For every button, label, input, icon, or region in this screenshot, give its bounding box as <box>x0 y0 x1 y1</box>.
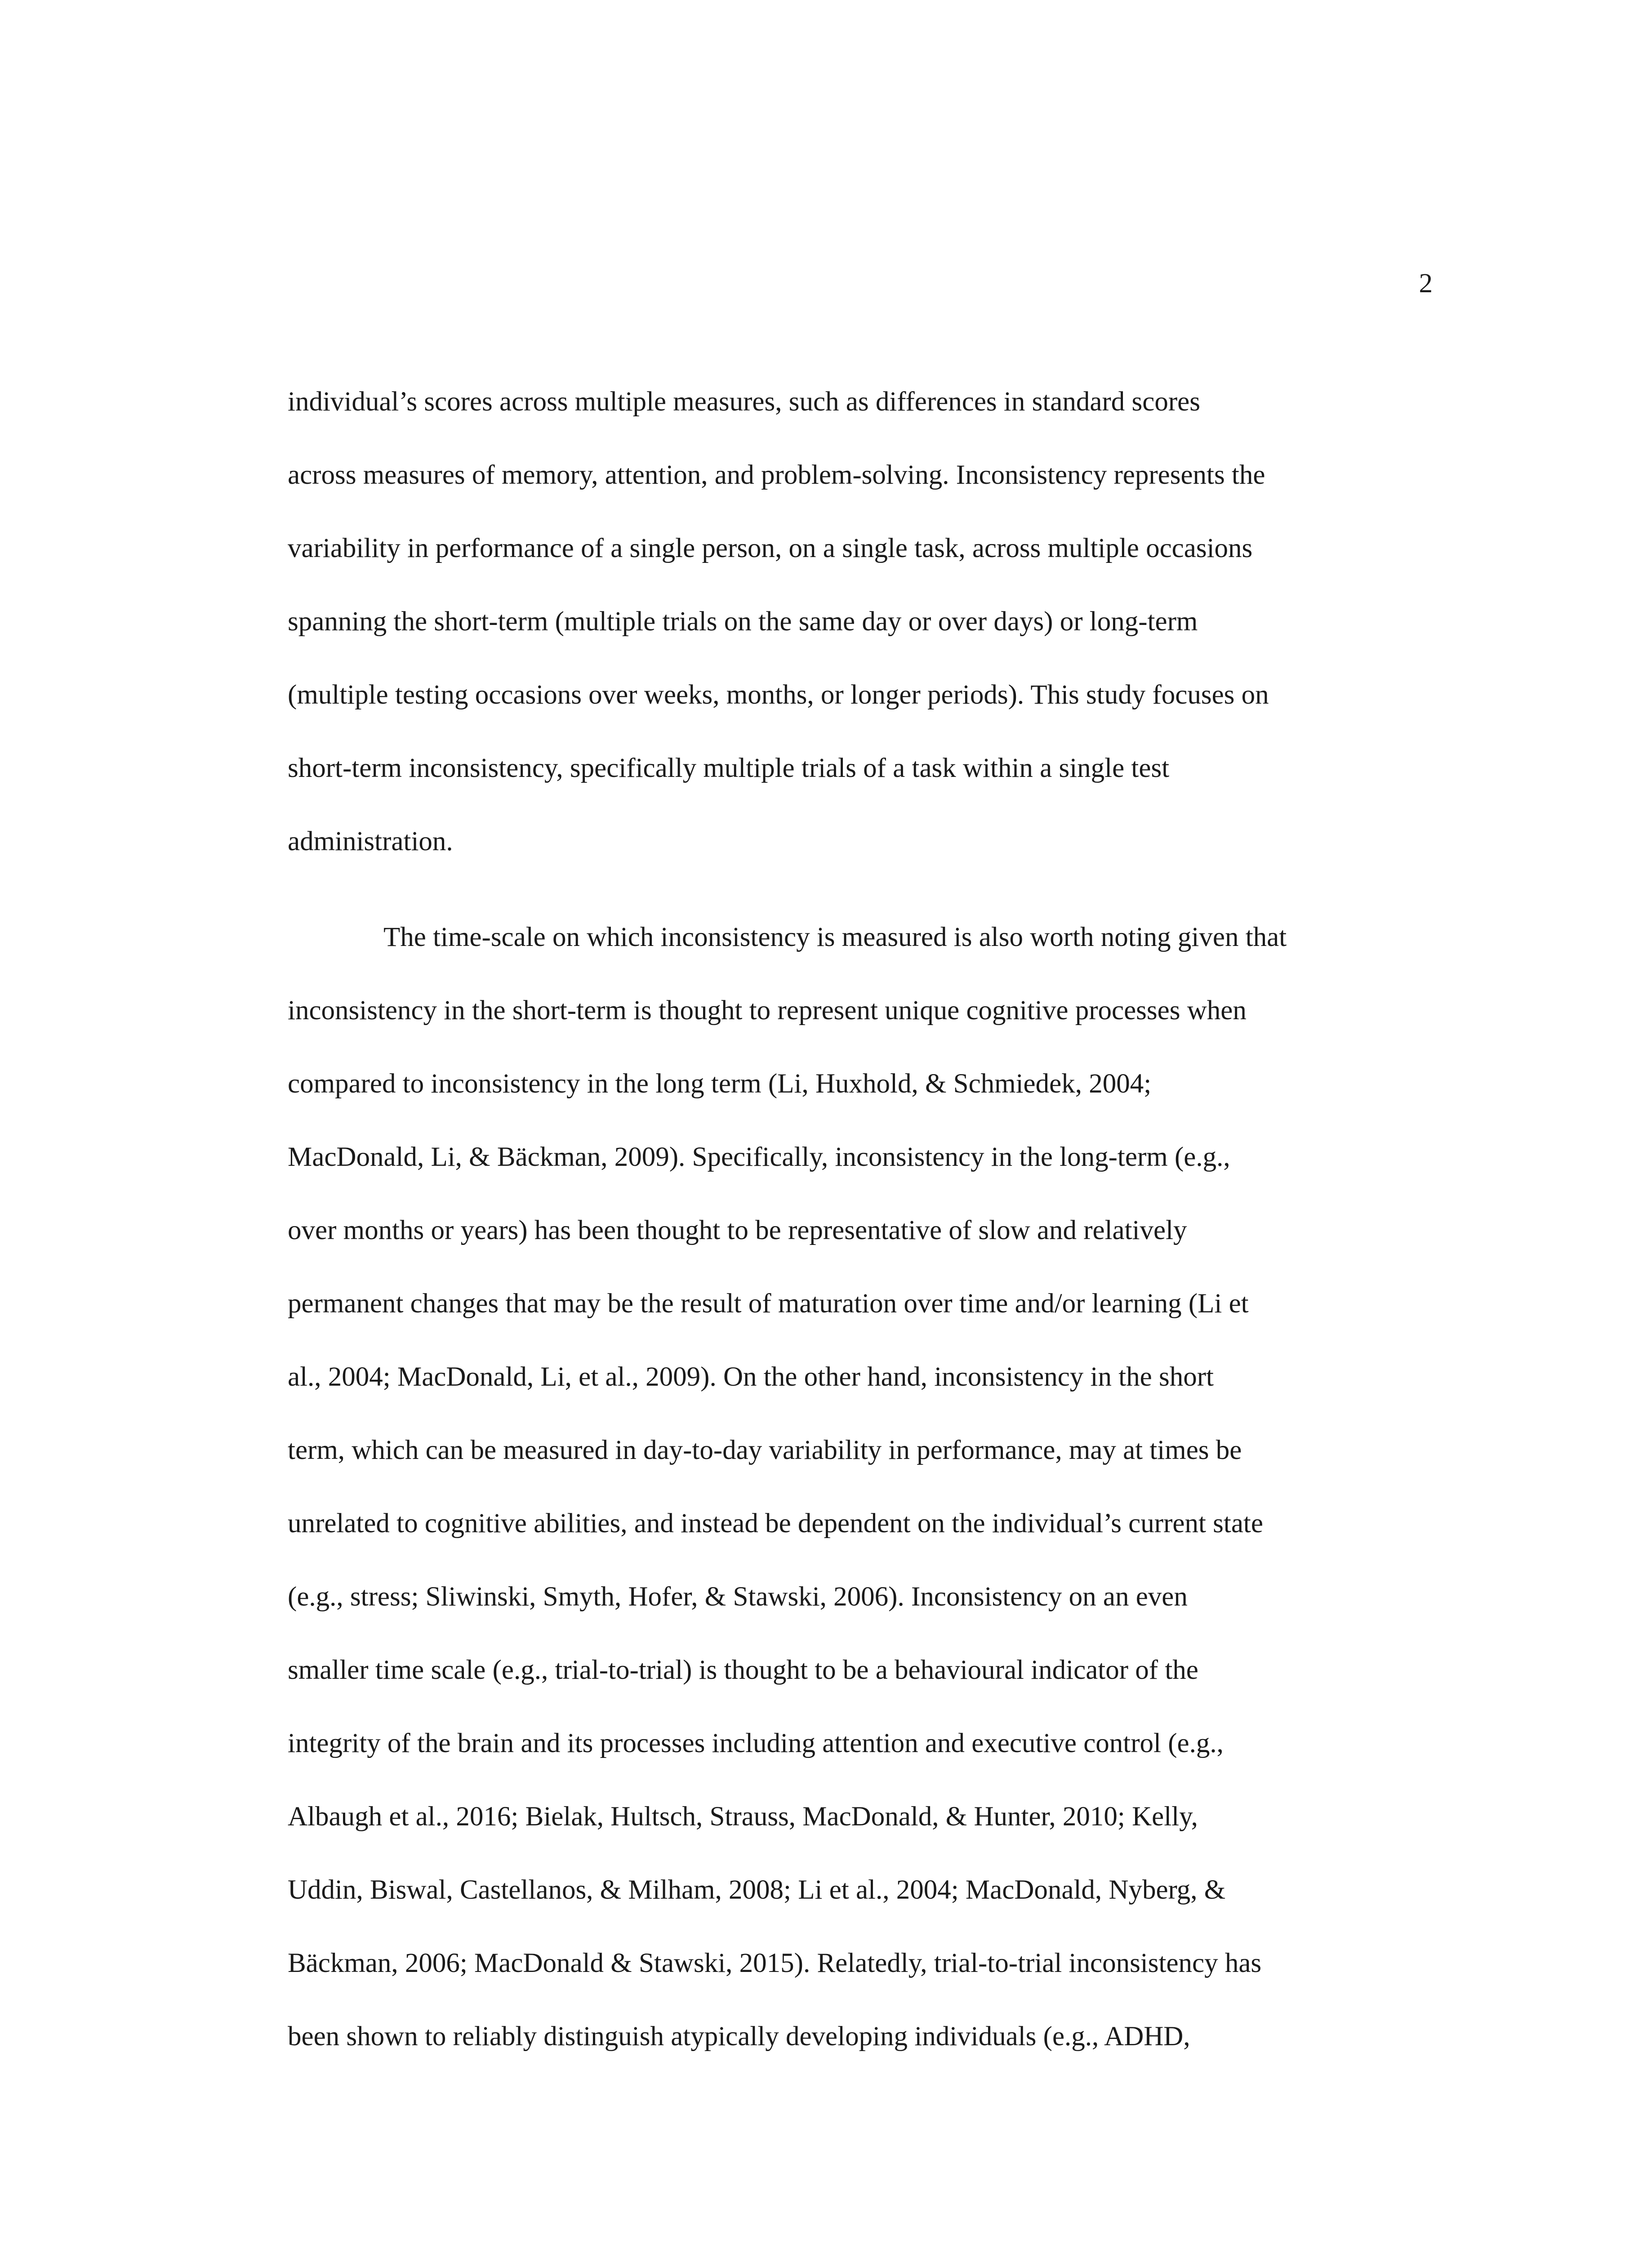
text-line: term, which can be measured in day-to-day variability in performance, may at times be <box>288 1435 1242 1465</box>
paragraph-1 <box>288 365 1438 878</box>
text-line: individual’s scores across multiple measures, such as differences in standard scores <box>288 387 1200 417</box>
page-number: 2 <box>1419 268 1433 299</box>
text-line: compared to inconsistency in the long term (Li, Huxhold, & Schmiedek, 2004; <box>288 1069 1152 1099</box>
text-line: inconsistency in the short-term is thought to represent unique cognitive processes when <box>288 995 1247 1026</box>
text-line-indented: The time-scale on which inconsistency is measured is also worth noting given that <box>383 922 1287 952</box>
text-line: al., 2004; MacDonald, Li, et al., 2009). On the other hand, inconsistency in the short <box>288 1362 1214 1392</box>
text-line: integrity of the brain and its processes including attention and executive control (e.g., <box>288 1728 1224 1758</box>
text-line <box>288 2073 1438 2146</box>
text-line: smaller time scale (e.g., trial-to-trial) is thought to be a behavioural indicator of the <box>288 1655 1198 1685</box>
text-line: short-term inconsistency, specifically multiple trials of a task within a single test <box>288 753 1170 783</box>
text-line: (multiple testing occasions over weeks, months, or longer periods). This study focuses on <box>288 680 1269 710</box>
text-line: across measures of memory, attention, and problem-solving. Inconsistency represents the <box>288 460 1265 490</box>
paragraph-2 <box>288 901 1438 2146</box>
text-line: permanent changes that may be the result of maturation over time and/or learning (Li et <box>288 1289 1249 1319</box>
text-line: (e.g., stress; Sliwinski, Smyth, Hofer, & Stawski, 2006). Inconsistency on an even <box>288 1582 1188 1612</box>
paragraph-spacer <box>288 878 1438 901</box>
text-line: administration. <box>288 826 453 856</box>
body-text <box>288 365 1438 2146</box>
text-line: Albaugh et al., 2016; Bielak, Hultsch, Strauss, MacDonald, & Hunter, 2010; Kelly, <box>288 1802 1198 1832</box>
text-line: unrelated to cognitive abilities, and instead be dependent on the individual’s current state <box>288 1508 1263 1539</box>
text-line: been shown to reliably distinguish atypically developing individuals (e.g., ADHD, <box>288 2021 1190 2052</box>
text-line: Bäckman, 2006; MacDonald & Stawski, 2015). Relatedly, trial-to-trial inconsistency has <box>288 1948 1262 1978</box>
text-line: over months or years) has been thought to be representative of slow and relatively <box>288 1215 1187 1245</box>
text-line: Uddin, Biswal, Castellanos, & Milham, 2008; Li et al., 2004; MacDonald, Nyberg, & <box>288 1875 1226 1905</box>
text-line: MacDonald, Li, & Bäckman, 2009). Specifically, inconsistency in the long-term (e.g., <box>288 1142 1230 1172</box>
text-line: spanning the short-term (multiple trials on the same day or over days) or long-term <box>288 607 1198 637</box>
text-line: variability in performance of a single person, on a single task, across multiple occasions <box>288 533 1253 563</box>
